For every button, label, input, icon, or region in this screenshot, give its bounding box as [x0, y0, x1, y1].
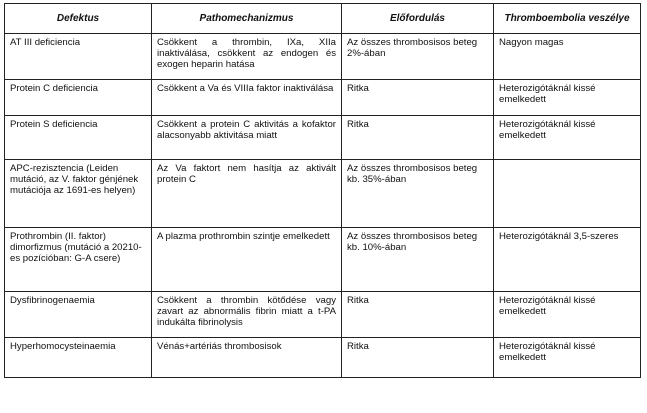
thrombophilia-table [4, 3, 641, 378]
cell-veszely: Nagyon magas [494, 34, 641, 80]
cell-pathomechanizmus: Csökkent a protein C aktivitás a kofaktor alacsonyabb aktivitása miatt [152, 116, 342, 160]
cell-pathomechanizmus: Csökkent a thrombin kötődése vagy zavart az abnormális fibrin miatt a t-PA indukálta fibrinolysis [152, 292, 342, 338]
cell-defektus: Protein C deficiencia [5, 80, 152, 116]
header-row [5, 4, 641, 34]
cell-veszely [494, 160, 641, 228]
table-row [5, 80, 641, 116]
cell-elofordulas: Az összes thrombosisos beteg 2%-ában [342, 34, 494, 80]
cell-pathomechanizmus: Az Va faktort nem hasítja az aktivált protein C [152, 160, 342, 228]
table-row [5, 160, 641, 228]
table-row [5, 116, 641, 160]
cell-veszely: Heterozigótáknál 3,5-szeres [494, 228, 641, 292]
cell-defektus: Dysfibrinogenaemia [5, 292, 152, 338]
header-elofordulas: Előfordulás [342, 4, 494, 34]
table-row [5, 338, 641, 378]
cell-veszely: Heterozigótáknál kissé emelkedett [494, 116, 641, 160]
table-row [5, 34, 641, 80]
thrombophilia-table-container [4, 3, 640, 378]
cell-elofordulas: Ritka [342, 116, 494, 160]
cell-veszely: Heterozigótáknál kissé emelkedett [494, 292, 641, 338]
cell-pathomechanizmus: Csökkent a thrombin, IXa, XIIa inaktiválása, csökkent az endogen és exogen heparin hatása [152, 34, 342, 80]
header-defektus: Defektus [5, 4, 152, 34]
cell-elofordulas: Ritka [342, 80, 494, 116]
cell-defektus: Prothrombin (II. faktor) dimorfizmus (mutáció a 20210-es pozícióban: G-A csere) [5, 228, 152, 292]
cell-defektus: Hyperhomocysteinaemia [5, 338, 152, 378]
cell-elofordulas: Ritka [342, 338, 494, 378]
cell-pathomechanizmus: Csökkent a Va és VIIIa faktor inaktiválása [152, 80, 342, 116]
header-pathomechanizmus: Pathomechanizmus [152, 4, 342, 34]
cell-pathomechanizmus: A plazma prothrombin szintje emelkedett [152, 228, 342, 292]
table-row [5, 292, 641, 338]
cell-elofordulas: Az összes thrombosisos beteg kb. 10%-ában [342, 228, 494, 292]
cell-pathomechanizmus: Vénás+artériás thrombosisok [152, 338, 342, 378]
cell-veszely: Heterozigótáknál kissé emelkedett [494, 80, 641, 116]
cell-defektus: AT III deficiencia [5, 34, 152, 80]
cell-veszely: Heterozigótáknál kissé emelkedett [494, 338, 641, 378]
header-thromboembolia-veszelye: Thromboembolia veszélye [494, 4, 641, 34]
cell-elofordulas: Ritka [342, 292, 494, 338]
cell-elofordulas: Az összes thrombosisos beteg kb. 35%-ában [342, 160, 494, 228]
table-row [5, 228, 641, 292]
cell-defektus: APC-rezisztencia (Leiden mutáció, az V. faktor génjének mutációja az 1691-es helyen) [5, 160, 152, 228]
cell-defektus: Protein S deficiencia [5, 116, 152, 160]
